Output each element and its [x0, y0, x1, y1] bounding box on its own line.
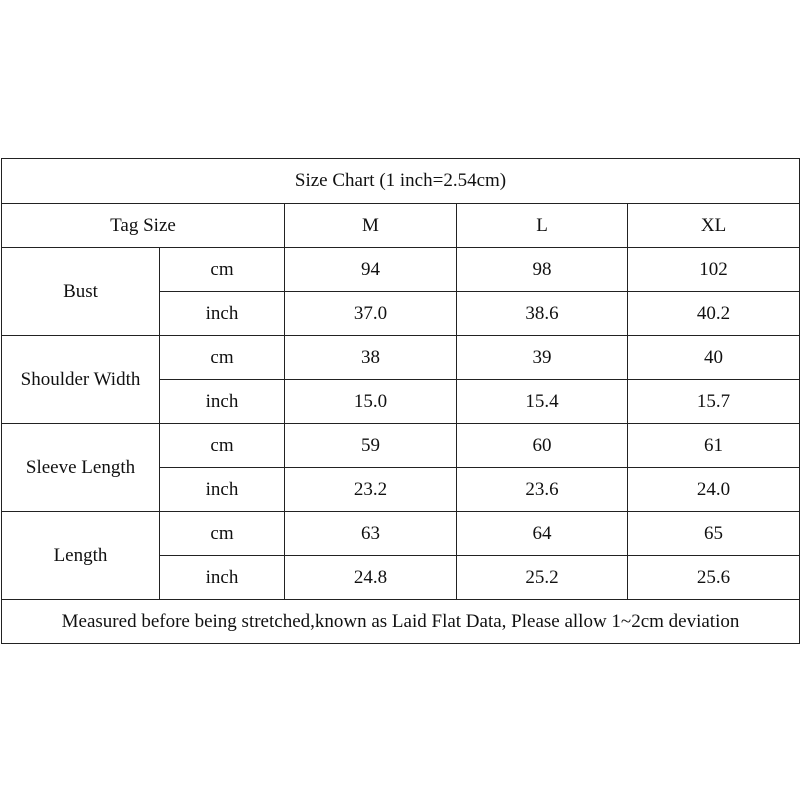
- value-cell: 59: [285, 424, 457, 468]
- value-cell: 23.2: [285, 468, 457, 512]
- value-cell: 15.4: [457, 380, 628, 424]
- unit-cell: cm: [160, 248, 285, 292]
- value-cell: 23.6: [457, 468, 628, 512]
- measurement-name-bust: Bust: [2, 248, 160, 336]
- deviation-note: Measured before being stretched,known as Laid Flat Data, Please allow 1~2cm deviation: [2, 600, 800, 644]
- value-cell: 63: [285, 512, 457, 556]
- value-cell: 37.0: [285, 292, 457, 336]
- unit-cell: cm: [160, 424, 285, 468]
- size-chart-table: [1, 158, 800, 644]
- unit-cell: inch: [160, 380, 285, 424]
- unit-cell: inch: [160, 468, 285, 512]
- note-row: [2, 600, 800, 644]
- header-row: [2, 204, 800, 248]
- unit-cell: cm: [160, 512, 285, 556]
- measurement-name-length: Length: [2, 512, 160, 600]
- value-cell: 25.2: [457, 556, 628, 600]
- unit-cell: cm: [160, 336, 285, 380]
- value-cell: 40: [628, 336, 800, 380]
- value-cell: 25.6: [628, 556, 800, 600]
- size-header-xl: XL: [628, 204, 800, 248]
- value-cell: 38.6: [457, 292, 628, 336]
- table-row: [2, 512, 800, 556]
- value-cell: 64: [457, 512, 628, 556]
- value-cell: 40.2: [628, 292, 800, 336]
- value-cell: 15.7: [628, 380, 800, 424]
- measurement-name-sleeve-length: Sleeve Length: [2, 424, 160, 512]
- measurement-name-shoulder-width: Shoulder Width: [2, 336, 160, 424]
- value-cell: 98: [457, 248, 628, 292]
- value-cell: 39: [457, 336, 628, 380]
- chart-title: Size Chart (1 inch=2.54cm): [2, 159, 800, 204]
- value-cell: 24.0: [628, 468, 800, 512]
- title-row: [2, 159, 800, 204]
- value-cell: 102: [628, 248, 800, 292]
- value-cell: 15.0: [285, 380, 457, 424]
- table-row: [2, 248, 800, 292]
- size-header-m: M: [285, 204, 457, 248]
- value-cell: 38: [285, 336, 457, 380]
- unit-cell: inch: [160, 292, 285, 336]
- size-header-l: L: [457, 204, 628, 248]
- table-row: [2, 424, 800, 468]
- value-cell: 24.8: [285, 556, 457, 600]
- value-cell: 60: [457, 424, 628, 468]
- value-cell: 61: [628, 424, 800, 468]
- unit-cell: inch: [160, 556, 285, 600]
- tag-size-header: Tag Size: [2, 204, 285, 248]
- value-cell: 94: [285, 248, 457, 292]
- table-row: [2, 336, 800, 380]
- value-cell: 65: [628, 512, 800, 556]
